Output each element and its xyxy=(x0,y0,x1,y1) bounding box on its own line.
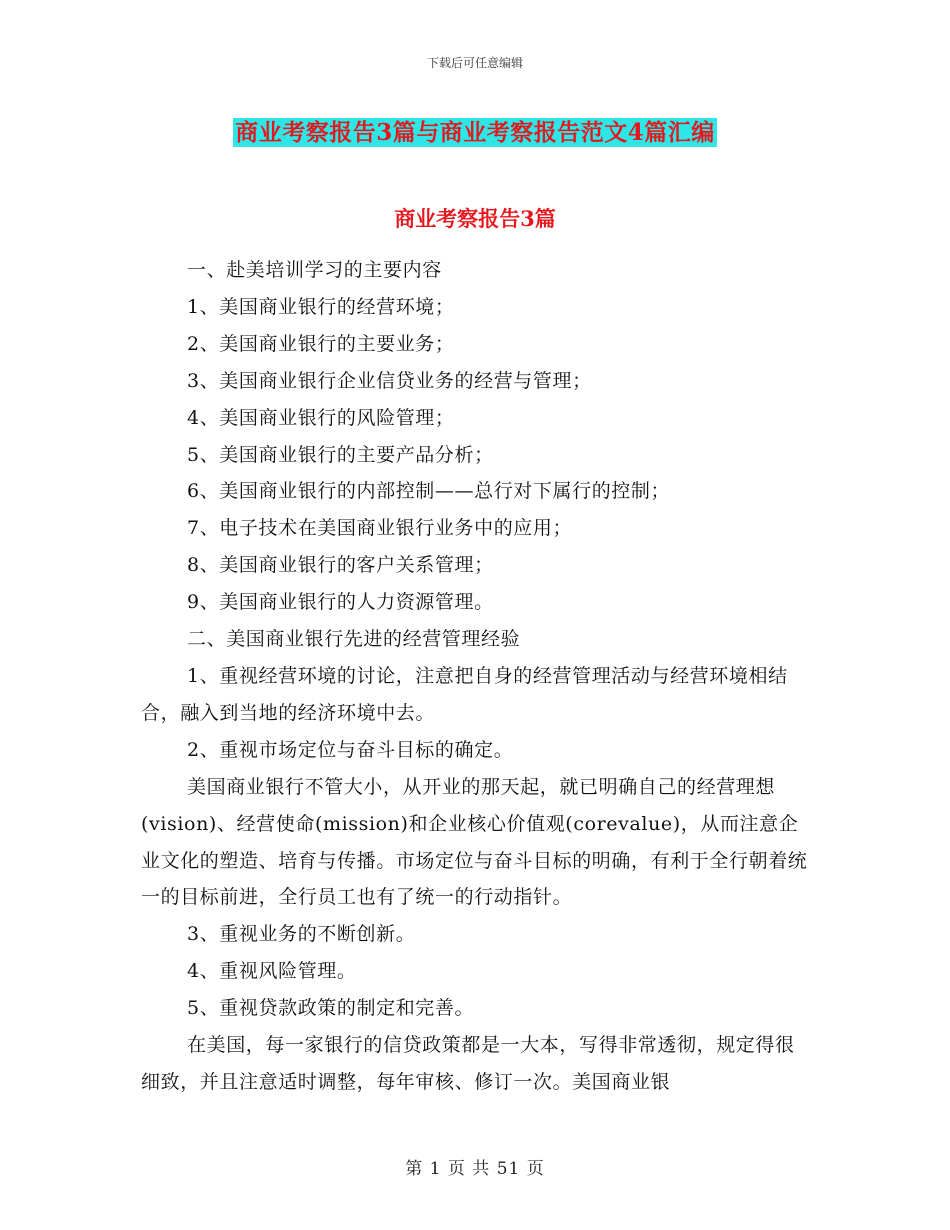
body-paragraph: 9、美国商业银行的人力资源管理。 xyxy=(187,591,494,614)
body-paragraph: 5、美国商业银行的主要产品分析； xyxy=(187,443,494,466)
body-paragraph: 2、美国商业银行的主要业务； xyxy=(187,332,455,355)
body-paragraph: 8、美国商业银行的客户关系管理； xyxy=(187,554,494,577)
body-paragraph: 4、美国商业银行的风险管理； xyxy=(187,406,455,429)
body-paragraph: 在美国，每一家银行的信贷政策都是一大本，写得非常透彻，规定得很细致，并且注意适时调整，每年审核、修订一次。美国商业银 xyxy=(141,1034,795,1093)
body-paragraph: 1、重视经营环境的讨论，注意把自身的经营管理活动与经营环境相结合，融入到当地的经济环境中去。 xyxy=(141,664,788,724)
document-body xyxy=(141,252,811,1101)
body-paragraph: 6、美国商业银行的内部控制——总行对下属行的控制； xyxy=(187,480,671,503)
body-paragraph: 美国商业银行不管大小，从开业的那天起，就已明确自己的经营理想(vision)、经营使命(mission)和企业核心价值观(corevalue)，从而注意企业文化的塑造、培育与传播。市场定位与奋斗目标的明确，有利于全行朝着统一的目标前进，全行员工也有了统一的行动指针。 xyxy=(141,775,808,909)
document-title xyxy=(0,114,950,147)
body-paragraph: 2、重视市场定位与奋斗目标的确定。 xyxy=(187,738,514,761)
page-footer-number: 第 1 页 共 51 页 xyxy=(405,1159,545,1179)
body-paragraph: 1、美国商业银行的经营环境； xyxy=(187,295,455,318)
body-paragraph: 5、重视贷款政策的制定和完善。 xyxy=(187,997,475,1020)
body-paragraph: 一、赴美培训学习的主要内容 xyxy=(187,259,442,281)
document-title-text: 商业考察报告3篇与商业考察报告范文4篇汇编 xyxy=(235,119,715,146)
body-paragraph: 7、电子技术在美国商业银行业务中的应用； xyxy=(187,517,573,540)
section-title: 商业考察报告3篇 xyxy=(394,206,556,231)
body-paragraph: 3、美国商业银行企业信贷业务的经营与管理； xyxy=(187,369,592,392)
body-paragraph: 4、重视风险管理。 xyxy=(187,960,357,983)
body-paragraph: 二、美国商业银行先进的经营管理经验 xyxy=(187,628,521,651)
page-header-note: 下载后可任意编辑 xyxy=(426,56,523,70)
body-paragraph: 3、重视业务的不断创新。 xyxy=(187,923,416,946)
